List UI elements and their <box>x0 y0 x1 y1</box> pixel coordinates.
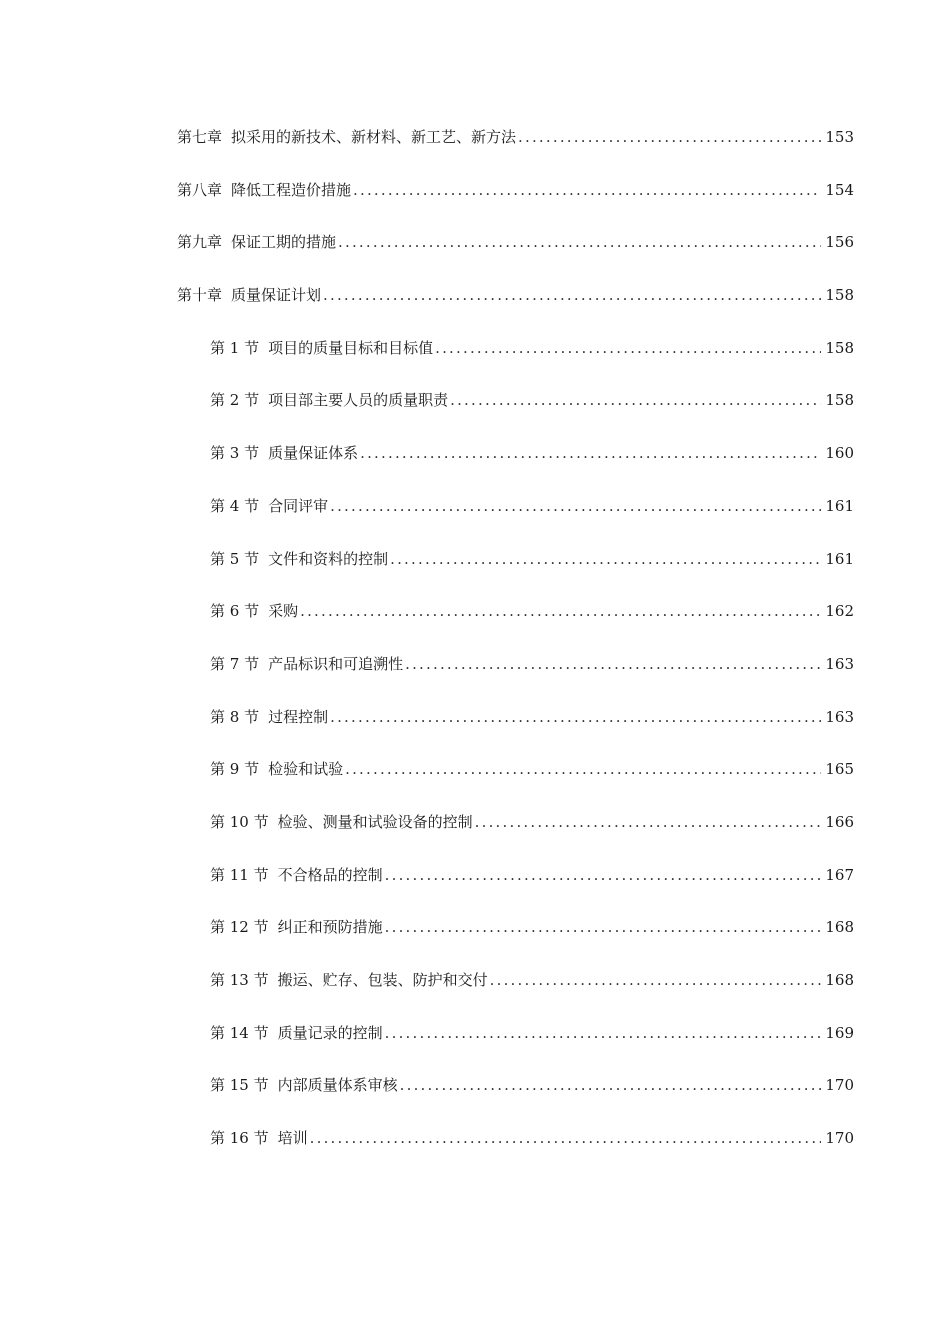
toc-entry[interactable] <box>177 333 854 386</box>
toc-entry[interactable] <box>177 1123 854 1176</box>
dot-leader <box>300 596 821 626</box>
entry-number: 第 15 节 <box>210 1076 269 1095</box>
toc-entry[interactable] <box>177 122 854 175</box>
entry-page-number: 158 <box>825 338 854 357</box>
entry-page-number: 168 <box>825 971 854 989</box>
dot-leader <box>490 965 822 995</box>
toc-entry[interactable] <box>177 544 854 597</box>
entry-page-number: 161 <box>825 496 854 515</box>
entry-number: 第 11 节 <box>210 865 269 884</box>
entry-title: 降低工程造价措施 <box>231 180 352 199</box>
entry-title: 质量保证体系 <box>268 444 359 463</box>
entry-number: 第 10 节 <box>210 812 269 831</box>
entry-number: 第 8 节 <box>210 707 260 726</box>
entry-title: 项目部主要人员的质量职责 <box>268 391 449 410</box>
entry-title: 合同评审 <box>268 496 329 515</box>
entry-title: 质量记录的控制 <box>277 1023 383 1042</box>
entry-page-number: 169 <box>825 1023 854 1042</box>
entry-number: 第十章 <box>177 286 223 305</box>
entry-title: 项目的质量目标和目标值 <box>268 338 434 357</box>
dot-leader <box>405 649 821 679</box>
entry-number: 第七章 <box>177 128 223 146</box>
toc-entry[interactable] <box>177 385 854 438</box>
entry-number: 第 3 节 <box>210 444 260 463</box>
entry-number: 第九章 <box>177 233 223 252</box>
entry-number: 第 9 节 <box>210 760 260 779</box>
toc-entry[interactable] <box>177 1018 854 1071</box>
dot-leader <box>450 385 821 415</box>
entry-number: 第 16 节 <box>210 1129 269 1148</box>
entry-number: 第 6 节 <box>210 602 260 621</box>
entry-page-number: 158 <box>825 286 854 305</box>
entry-page-number: 154 <box>825 180 854 199</box>
entry-title: 不合格品的控制 <box>277 865 383 884</box>
toc-entry[interactable] <box>177 227 854 280</box>
toc-entry[interactable] <box>177 280 854 333</box>
dot-leader <box>330 702 821 732</box>
dot-leader <box>385 860 822 890</box>
entry-title: 质量保证计划 <box>231 286 322 305</box>
entry-page-number: 162 <box>825 602 854 621</box>
entry-number: 第 14 节 <box>210 1023 269 1042</box>
dot-leader <box>360 438 821 468</box>
toc-entry[interactable] <box>177 491 854 544</box>
entry-number: 第 12 节 <box>210 918 269 937</box>
entry-number: 第 4 节 <box>210 496 260 515</box>
entry-title: 培训 <box>277 1129 308 1148</box>
toc-entry[interactable] <box>177 702 854 755</box>
entry-page-number: 165 <box>825 760 854 779</box>
toc-entry[interactable] <box>177 1070 854 1123</box>
entry-title: 文件和资料的控制 <box>268 549 389 568</box>
entry-number: 第 5 节 <box>210 549 260 568</box>
entry-page-number: 170 <box>825 1129 854 1148</box>
table-of-contents <box>177 122 854 1176</box>
dot-leader <box>330 491 821 521</box>
entry-page-number: 170 <box>825 1076 854 1095</box>
entry-number: 第 13 节 <box>210 971 269 989</box>
entry-title: 拟采用的新技术、新材料、新工艺、新方法 <box>231 128 517 146</box>
entry-number: 第 1 节 <box>210 338 260 357</box>
entry-page-number: 167 <box>825 865 854 884</box>
toc-entry[interactable] <box>177 596 854 649</box>
toc-entry[interactable] <box>177 754 854 807</box>
entry-number: 第 2 节 <box>210 391 260 410</box>
entry-title: 检验、测量和试验设备的控制 <box>277 812 473 831</box>
toc-entry[interactable] <box>177 965 854 1018</box>
toc-entry[interactable] <box>177 175 854 228</box>
toc-entry[interactable] <box>177 649 854 702</box>
dot-leader <box>518 122 821 152</box>
entry-page-number: 156 <box>825 233 854 252</box>
dot-leader <box>338 227 821 257</box>
entry-title: 内部质量体系审核 <box>277 1076 398 1095</box>
entry-title: 保证工期的措施 <box>231 233 337 252</box>
entry-title: 产品标识和可追溯性 <box>268 654 404 673</box>
dot-leader <box>435 333 821 363</box>
entry-title: 搬运、贮存、包装、防护和交付 <box>277 971 488 989</box>
toc-entry[interactable] <box>177 438 854 491</box>
entry-page-number: 163 <box>825 707 854 726</box>
toc-entry[interactable] <box>177 912 854 965</box>
dot-leader <box>323 280 821 310</box>
entry-page-number: 161 <box>825 549 854 568</box>
entry-page-number: 160 <box>825 444 854 463</box>
entry-title: 纠正和预防措施 <box>277 918 383 937</box>
dot-leader <box>385 912 822 942</box>
dot-leader <box>390 544 821 574</box>
toc-entry[interactable] <box>177 807 854 860</box>
entry-title: 过程控制 <box>268 707 329 726</box>
entry-page-number: 153 <box>825 128 854 146</box>
entry-number: 第八章 <box>177 180 223 199</box>
dot-leader <box>310 1123 822 1153</box>
entry-title: 检验和试验 <box>268 760 344 779</box>
dot-leader <box>353 175 821 205</box>
dot-leader <box>345 754 821 784</box>
dot-leader <box>400 1070 822 1100</box>
entry-page-number: 163 <box>825 654 854 673</box>
toc-entry[interactable] <box>177 860 854 913</box>
entry-page-number: 166 <box>825 812 854 831</box>
entry-page-number: 158 <box>825 391 854 410</box>
entry-page-number: 168 <box>825 918 854 937</box>
dot-leader <box>475 807 822 837</box>
entry-title: 采购 <box>268 602 299 621</box>
entry-number: 第 7 节 <box>210 654 260 673</box>
dot-leader <box>385 1018 822 1048</box>
